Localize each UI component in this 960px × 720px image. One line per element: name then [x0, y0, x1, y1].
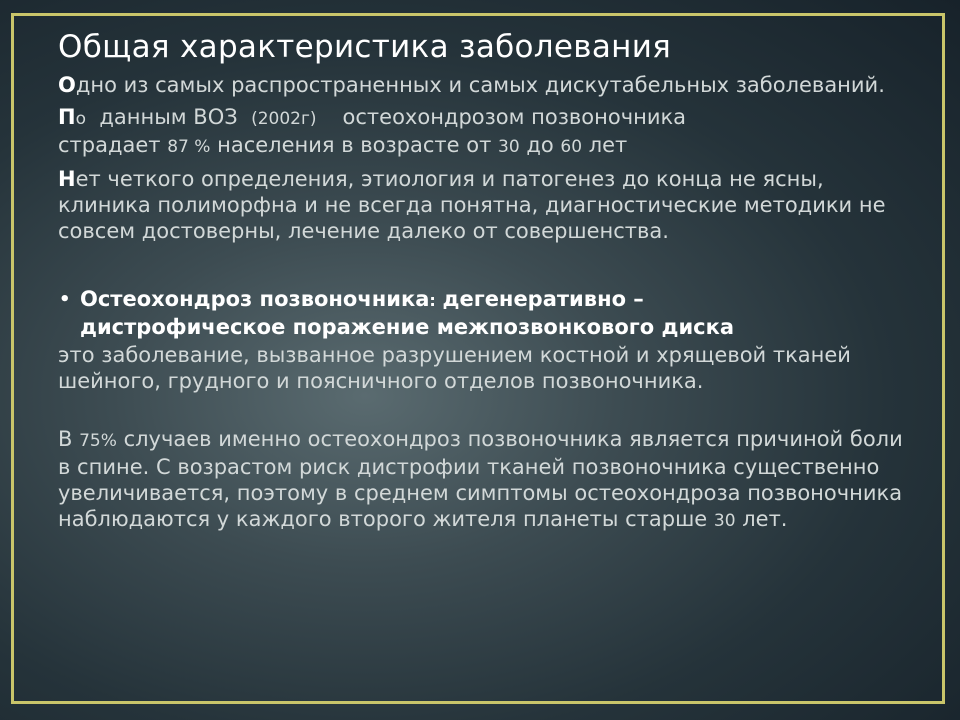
paragraph-2-percent: 87 % — [167, 137, 211, 157]
slide-body — [58, 72, 918, 540]
paragraph-2-years: лет — [588, 133, 628, 157]
paragraph-2-population: населения в возрасте от — [217, 133, 492, 157]
paragraph-2 — [58, 104, 918, 160]
definition-description: это заболевание, вызванное разрушением костной и хрящевой тканей шейного, грудного и поясничного отделов позвоночника. — [58, 343, 851, 393]
paragraph-statistics — [58, 426, 918, 534]
stat-suffix: лет. — [742, 507, 788, 531]
stat-prefix: В — [58, 427, 73, 451]
term: Остеохондроз позвоночника — [80, 287, 430, 311]
paragraph-1 — [58, 72, 918, 98]
stat-age: 30 — [713, 511, 736, 531]
paragraph-3 — [58, 166, 918, 244]
paragraph-2-who: данным ВОЗ — [99, 105, 238, 129]
paragraph-2-o: о — [75, 109, 86, 129]
drop-cap: О — [58, 73, 76, 97]
paragraph-2-disease: остеохондрозом позвоночника — [342, 105, 687, 129]
stat-percent: 75% — [79, 431, 117, 451]
paragraph-1-text: дно из самых распространенных и самых дискутабельных заболеваний. — [75, 73, 885, 97]
paragraph-2-suffers: страдает — [58, 133, 161, 157]
paragraph-2-year: (2002г) — [251, 109, 317, 129]
bullet-dot-icon: • — [59, 289, 71, 310]
paragraph-2-age-from: 30 — [498, 137, 520, 157]
paragraph-2-age-to: 60 — [560, 137, 583, 157]
definition-part-1: дегенеративно – — [442, 287, 644, 311]
paragraph-3-text: ет четкого определения, этиология и патогенез до конца не ясны, клиника полиморфна и не всегда понятна, диагностические методики не совсем достоверны, лечение далеко от совершенства. — [58, 167, 886, 243]
paragraph-2-to: до — [526, 133, 554, 157]
definition-bullet — [58, 286, 918, 340]
definition-part-2: дистрофическое поражение межпозвонкового диска — [80, 315, 735, 339]
stat-text: случаев именно остеохондроз позвоночника является причиной боли в спине. С возрастом риск дистрофии тканей позвоночника существенно увеличивается, поэтому в среднем симптомы остеохондроза позвоночника наблюдаются у каждого второго жителя планеты старше — [58, 427, 903, 531]
drop-cap: Н — [58, 167, 76, 191]
drop-cap: П — [58, 105, 76, 129]
slide-title: Общая характеристика заболевания — [58, 29, 672, 65]
term-colon: : — [429, 291, 436, 310]
